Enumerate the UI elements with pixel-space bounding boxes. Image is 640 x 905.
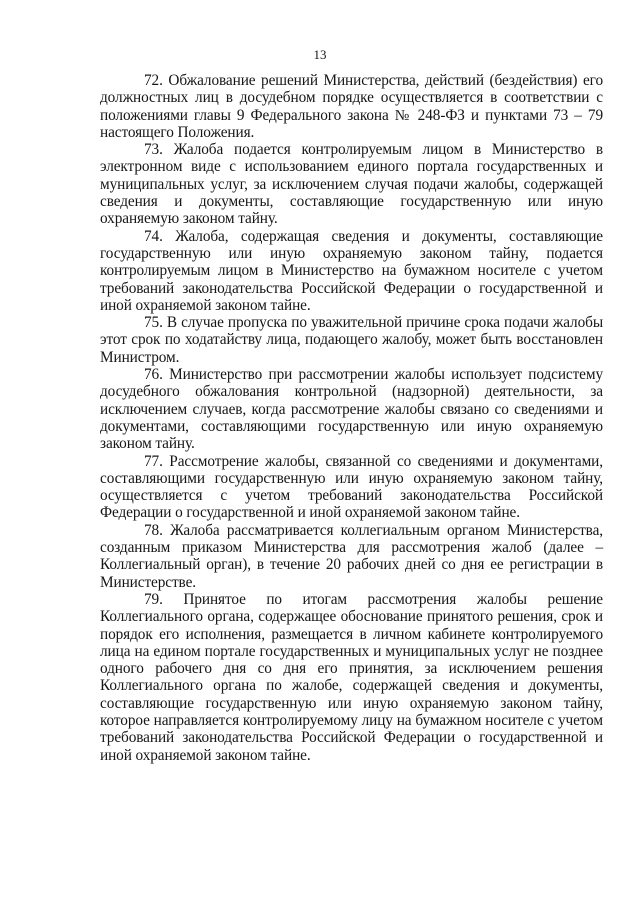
- paragraph-79: 79. Принятое по итогам рассмотрения жалобы решение Коллегиального органа, содержащее обоснование принятого решения, срок и порядок его исполнения, размещается в личном кабинете контролируемого лица на едином портале государственных и муниципальных услуг не позднее одного рабочего дня со дня его принятия, за исключением решения Коллегиального органа по жалобе, содержащей сведения и документы, составляющие государственную или иную охраняемую законом тайну, которое направляется контролируемому лицу на бумажном носителе с учетом требований законодательства Российской Федерации о государственной и иной охраняемой законом тайне.: [100, 590, 603, 764]
- paragraph-76: 76. Министерство при рассмотрении жалобы использует подсистему досудебного обжалования контрольной (надзорной) деятельности, за исключением случаев, когда рассмотрение жалобы связано со сведениями и документами, составляющими государственную или иную охраняемую законом тайну.: [100, 366, 603, 453]
- paragraph-75: 75. В случае пропуска по уважительной причине срока подачи жалобы этот срок по ходатайству лица, подающего жалобу, может быть восстановлен Министром.: [100, 314, 603, 366]
- paragraph-73: 73. Жалоба подается контролируемым лицом в Министерство в электронном виде с использованием единого портала государственных и муниципальных услуг, за исключением случая подачи жалобы, содержащей сведения и документы, составляющие государственную или иную охраняемую законом тайну.: [100, 141, 603, 228]
- page-number: 13: [313, 47, 327, 62]
- paragraph-74: 74. Жалоба, содержащая сведения и документы, составляющие государственную или иную охраняемую законом тайну, подается контролируемым лицом в Министерство на бумажном носителе с учетом требований законодательства Российской Федерации о государственной и иной охраняемой законом тайне.: [100, 227, 603, 314]
- document-body: [100, 72, 603, 764]
- paragraph-77: 77. Рассмотрение жалобы, связанной со сведениями и документами, составляющими государственную или иную охраняемую законом тайну, осуществляется с учетом требований законодательства Российской Федерации о государственной и иной охраняемой законом тайне.: [100, 452, 603, 522]
- paragraph-78: 78. Жалоба рассматривается коллегиальным органом Министерства, созданным приказом Министерства для рассмотрения жалоб (далее – Коллегиальный орган), в течение 20 рабочих дней со дня ее регистрации в Министерстве.: [100, 521, 603, 591]
- paragraph-72: 72. Обжалование решений Министерства, действий (бездействия) его должностных лиц в досудебном порядке осуществляется в соответствии с положениями главы 9 Федерального закона № 248-ФЗ и пунктами 73 – 79 настоящего Положения.: [100, 72, 603, 141]
